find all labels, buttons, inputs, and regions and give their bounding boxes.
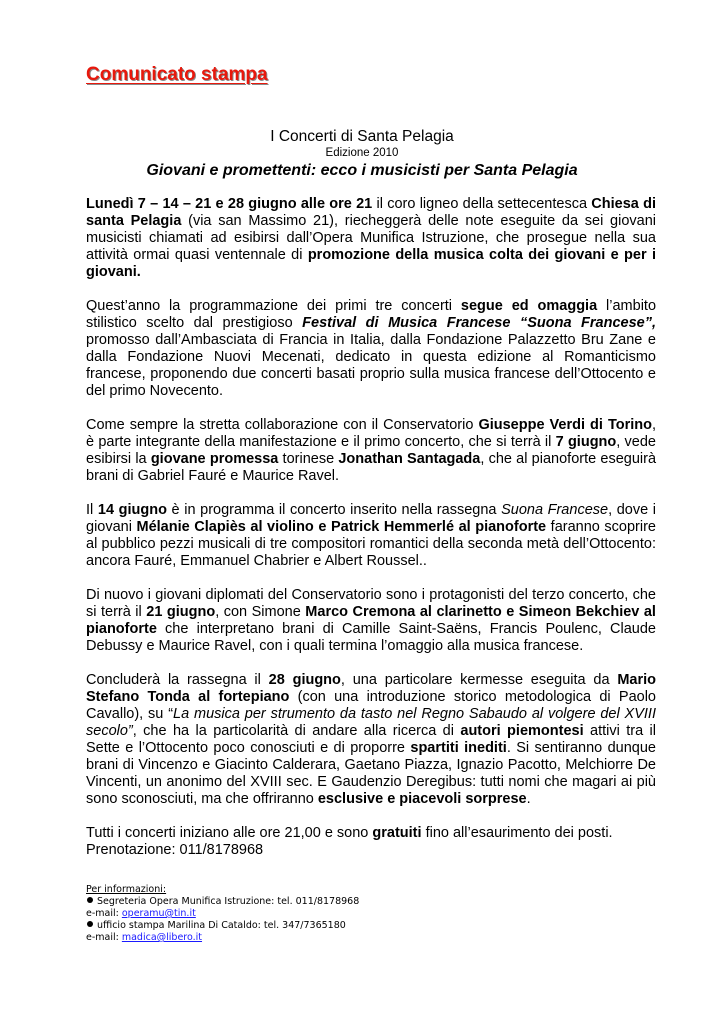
paragraph-third-concert: Di nuovo i giovani diplomati del Conservatorio sono i protagonisti del terzo concerto, che si terrà il 21 giugno, con Simone Marco Cremona al clarinetto e Simeon Bekchiev al pianoforte che interpretano brani di Camille Saint-Saëns, Francis Poulenc, Claude Debussy e Maurice Ravel, con i quali termina l’omaggio alla musica francese. [86,587,656,654]
page-title: Comunicato stampa [86,64,268,85]
edition-label: Edizione 2010 [325,147,399,159]
press-body [86,196,656,876]
email-link-operamu[interactable]: operamu@tin.it [121,908,196,919]
paragraph-fourth-concert: Concluderà la rassegna il 28 giugno, una particolare kermesse eseguita da Mario Stefano Tonda al fortepiano (con una introduzione storico metodologica di Paolo Cavallo), su “La musica per strumento da tasto nel Regno Sabaudo al volgere del XVIII secolo”, che ha la particolarità di andare alla ricerca di autori piemontesi attivi tra il Sette e l’Ottocento poco conosciuti e di proporre spartiti inediti. Si sentiranno dunque brani di Vincenzo e Giacinto Calderara, Gaetano Piazza, Ignazio Pacotto, Melchiorre De Vincenti, un anonimo del XVIII sec. E Gaudenzio Deregibus: tutti nomi che magari ai più sono sconosciuti, ma che offriranno esclusive e piacevoli sorprese. [86,672,657,807]
bullet-icon [87,921,93,927]
contact-info: Per informazioni: Segreteria Opera Munifica Istruzione: tel. 011/8178968 e-mail: operamu@tin.it ufficio stampa Marilina Di Cataldo: tel. 347/7365180 e-mail: madica@libero.it [86,884,656,944]
paragraph-intro: Lunedì 7 – 14 – 21 e 28 giugno alle ore 21 il coro ligneo della settecentesca Chiesa di santa Pelagia (via san Massimo 21), riecheggerà delle note eseguite da sei giovani musicisti chiamati ad esibirsi dall’Opera Munifica Istruzione, che prosegue nella sua attività ormai quasi ventennale di promozione della musica colta dei giovani e per i giovani. [86,196,657,280]
press-header [0,128,724,181]
series-title: I Concerti di Santa Pelagia [270,128,454,145]
paragraph-second-concert: Il 14 giugno è in programma il concerto inserito nella rassegna Suona Francese, dove i giovani Mélanie Clapiès al violino e Patrick Hemmerlé al pianoforte faranno scoprire al pubblico pezzi musicali di tre compositori romantici della seconda metà dell’Ottocento: ancora Fauré, Emmanuel Chabrier e Albert Roussel.. [86,502,657,569]
venue-name: Chiesa di santa Pelagia [86,196,656,229]
booking-phone: Prenotazione: 011/8178968 [86,842,264,858]
paragraph-closing: Tutti i concerti iniziano alle ore 21,00 e sono gratuiti fino all’esaurimento dei posti. Prenotazione: 011/8178968 [86,825,613,858]
bullet-icon [87,897,93,903]
paragraph-first-concert: Come sempre la stretta collaborazione con il Conservatorio Giuseppe Verdi di Torino, è parte integrante della manifestazione e il primo concerto, che si terrà il 7 giugno, vede esibirsi la giovane promessa torinese Jonathan Santagada, che al pianoforte eseguirà brani di Gabriel Fauré e Maurice Ravel. [86,417,657,484]
paragraph-programme: Quest’anno la programmazione dei primi tre concerti segue ed omaggia l’ambito stilistico scelto dal prestigioso Festival di Musica Francese “Suona Francese”, promosso dall’Ambasciata di Francia in Italia, dalla Fondazione Palazzetto Bru Zane e dalla Fondazione Nuovi Mecenati, dedicato in questa edizione al Romanticismo francese, proponendo due concerti basati proprio sulla musica francese dell’Ottocento e del primo Novecento. [86,298,657,399]
headline: Giovani e promettenti: ecco i musicisti per Santa Pelagia [146,162,578,179]
festival-name: Festival di Musica Francese “Suona Francese”, [302,315,656,331]
email-link-madica[interactable]: madica@libero.it [121,932,203,943]
info-label: Per informazioni: [86,884,167,895]
concert-dates: Lunedì 7 – 14 – 21 e 28 giugno alle ore 21 [86,196,373,212]
